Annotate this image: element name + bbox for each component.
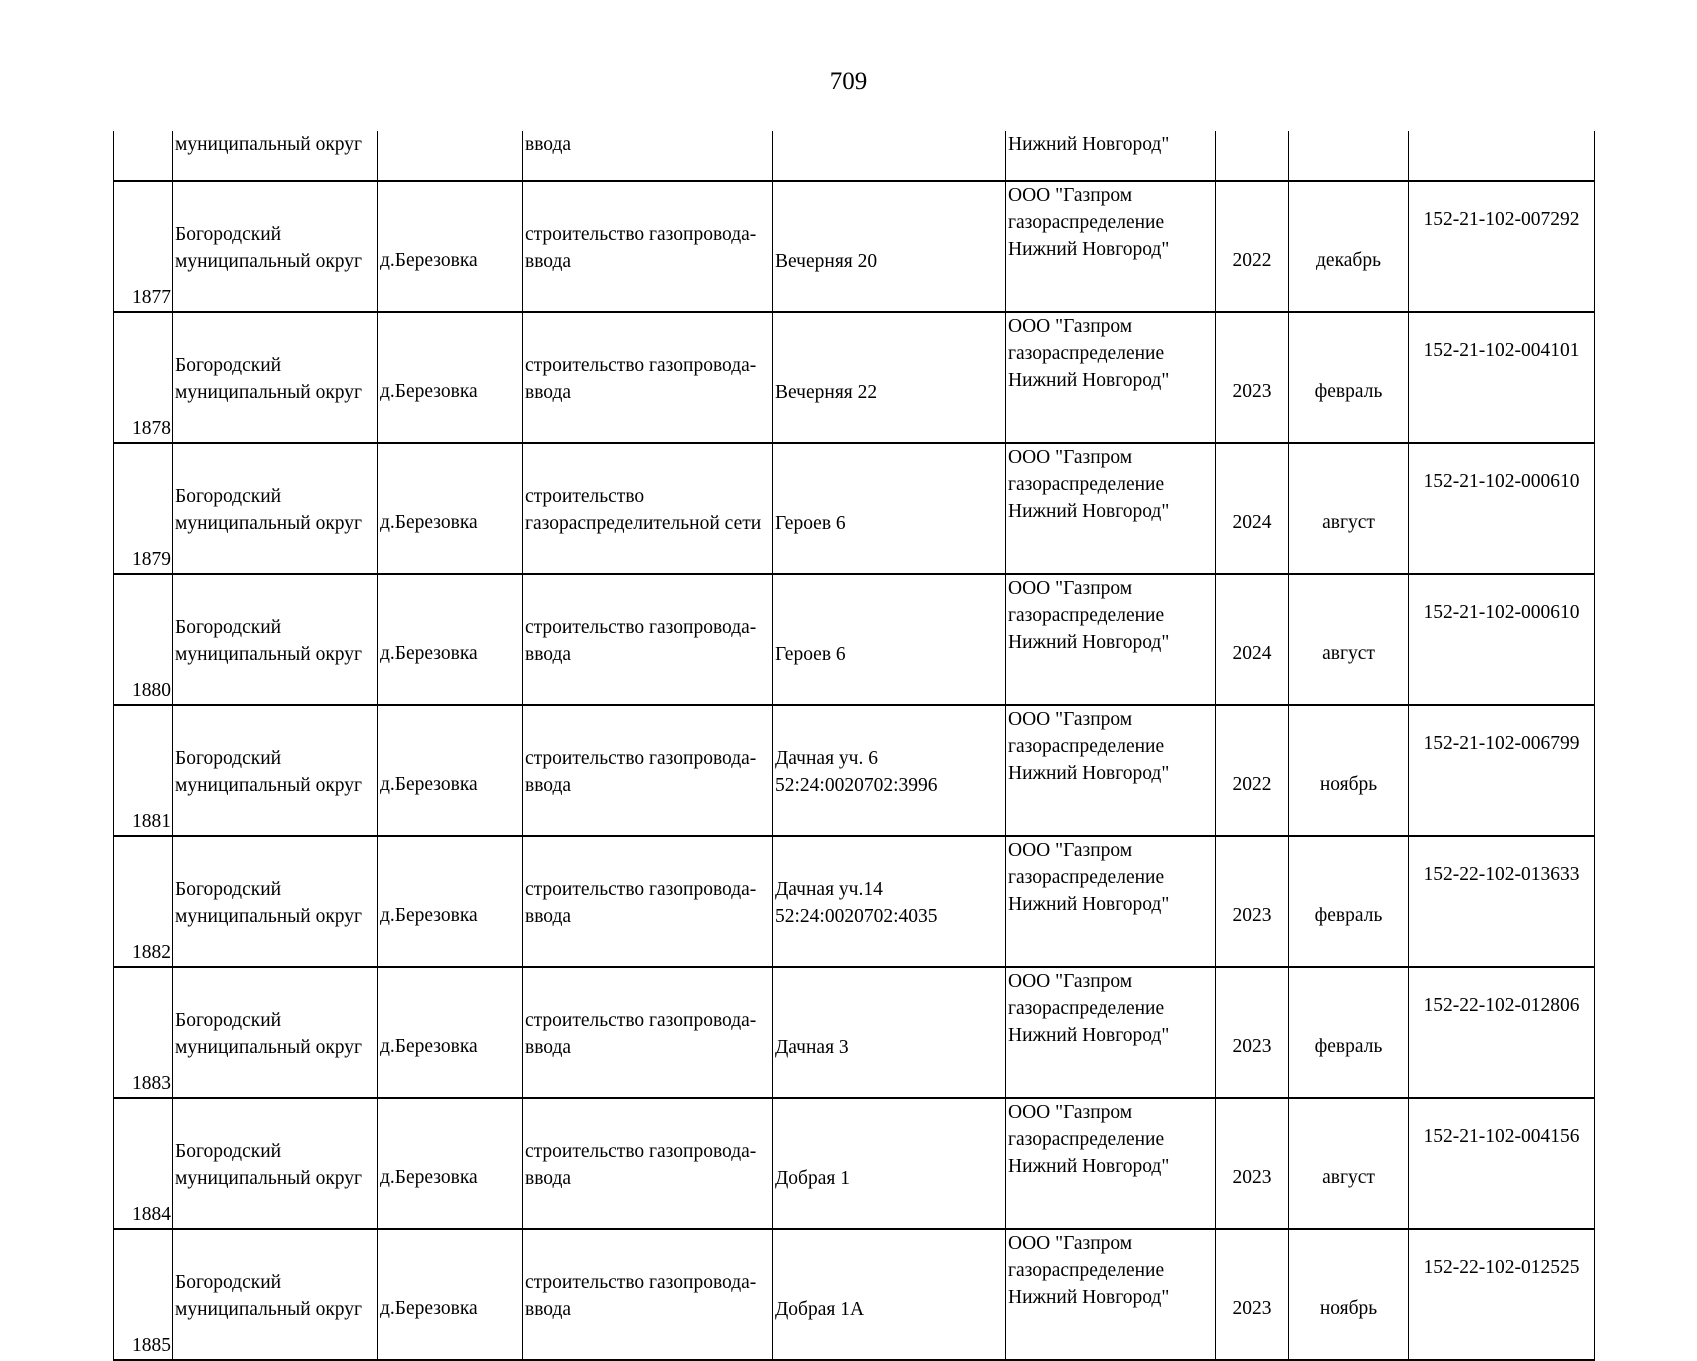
organization-line-1: ООО "Газпром [1008, 1233, 1133, 1254]
organization-line-3: Нижний Новгород" [1008, 1156, 1170, 1177]
work-type-cell [523, 1098, 773, 1229]
row-number-cell: 1878 [114, 312, 173, 443]
district-line-1: Богородский [175, 616, 282, 638]
organization-cell [1006, 443, 1216, 574]
work-type-cell [523, 836, 773, 967]
organization-line-3: Нижний Новгород" [1008, 1025, 1170, 1046]
organization-line-3: Нижний Новгород" [1008, 370, 1170, 391]
settlement-cell [378, 131, 523, 181]
settlement-cell: д.Березовка [378, 836, 523, 967]
year-cell [1216, 131, 1289, 181]
month-cell: февраль [1289, 312, 1409, 443]
organization-line-1: ООО "Газпром [1008, 709, 1133, 730]
address-line-1 [775, 1138, 1005, 1165]
address-line-1 [775, 352, 1005, 379]
month-cell: ноябрь [1289, 1229, 1409, 1360]
table-row [114, 181, 1595, 312]
year-cell: 2023 [1216, 967, 1289, 1098]
work-type-cell [523, 1229, 773, 1360]
work-type-line-1: строительство газопровода- [525, 1009, 757, 1031]
code-cell [1409, 131, 1595, 181]
month-cell [1289, 131, 1409, 181]
address-cell [773, 967, 1006, 1098]
table-row [114, 705, 1595, 836]
row-number-cell: 1881 [114, 705, 173, 836]
address-line-1: Дачная уч.14 [775, 878, 883, 900]
district-cell [173, 836, 378, 967]
organization-line-2: газораспределение [1008, 1260, 1165, 1281]
settlement-cell: д.Березовка [378, 181, 523, 312]
address-cell [773, 705, 1006, 836]
organization-line-3: Нижний Новгород" [1008, 894, 1170, 915]
work-type-line-1: строительство [525, 485, 645, 507]
organization-line-3: Нижний Новгород" [1008, 632, 1170, 653]
code-cell: 152-21-102-006799 [1409, 705, 1595, 836]
code-cell: 152-21-102-000610 [1409, 574, 1595, 705]
work-type-line-2: ввода [525, 1298, 572, 1320]
work-type-line-2: ввода [525, 1167, 572, 1189]
address-line-2: Дачная 3 [775, 1036, 849, 1058]
address-line-1 [775, 1007, 1005, 1034]
table-row [114, 967, 1595, 1098]
organization-cell [1006, 836, 1216, 967]
organization-line-2: газораспределение [1008, 867, 1165, 888]
address-line-1 [775, 614, 1005, 641]
year-cell: 2022 [1216, 705, 1289, 836]
district-line-1: Богородский [175, 223, 282, 245]
address-line-2: Добрая 1 [775, 1167, 850, 1189]
district-cell [173, 967, 378, 1098]
settlement-cell: д.Березовка [378, 574, 523, 705]
month-cell: февраль [1289, 967, 1409, 1098]
code-cell: 152-21-102-000610 [1409, 443, 1595, 574]
year-cell: 2022 [1216, 181, 1289, 312]
work-type-line-2: ввода [525, 905, 572, 927]
organization-cell [1006, 181, 1216, 312]
work-type-cell [523, 574, 773, 705]
address-line-2: 52:24:0020702:4035 [775, 905, 938, 927]
organization-line-3: Нижний Новгород" [1008, 501, 1170, 522]
organization-line-2: газораспределение [1008, 1129, 1165, 1150]
district-cell [173, 312, 378, 443]
district-line-2: муниципальный округ [175, 1167, 363, 1189]
row-number-cell: 1884 [114, 1098, 173, 1229]
work-type-line-2: ввода [525, 774, 572, 796]
organization-line-3: Нижний Новгород" [1008, 239, 1170, 260]
organization-cell [1006, 312, 1216, 443]
month-cell: ноябрь [1289, 705, 1409, 836]
work-type-cell [523, 705, 773, 836]
district-line-2: муниципальный округ [175, 905, 363, 927]
table-row [114, 1098, 1595, 1229]
organization-cell [1006, 967, 1216, 1098]
work-type-cell: ввода [523, 131, 773, 181]
year-cell: 2024 [1216, 443, 1289, 574]
organization-line-1: ООО "Газпром [1008, 578, 1133, 599]
district-line-1: Богородский [175, 354, 282, 376]
code-cell: 152-22-102-013633 [1409, 836, 1595, 967]
table-row [114, 1229, 1595, 1360]
address-cell [773, 443, 1006, 574]
address-line-1: Дачная уч. 6 [775, 747, 878, 769]
district-line-1: Богородский [175, 878, 282, 900]
address-line-1 [775, 1269, 1005, 1296]
district-cell [173, 705, 378, 836]
district-line-2: муниципальный округ [175, 774, 363, 796]
address-line-2: Героев 6 [775, 643, 846, 665]
district-line-2: муниципальный округ [175, 512, 363, 534]
continuation-row [114, 131, 1595, 181]
organization-line-2: газораспределение [1008, 212, 1165, 233]
page-number: 709 [829, 68, 868, 95]
month-cell: август [1289, 443, 1409, 574]
district-line-2: муниципальный округ [175, 643, 363, 665]
month-cell: февраль [1289, 836, 1409, 967]
organization-line-2: газораспределение [1008, 998, 1165, 1019]
work-type-line-2: ввода [525, 643, 572, 665]
organization-line-1: ООО "Газпром [1008, 1102, 1133, 1123]
organization-line-1: ООО "Газпром [1008, 185, 1133, 206]
row-number-cell: 1877 [114, 181, 173, 312]
address-cell [773, 574, 1006, 705]
work-type-line-2: ввода [525, 1036, 572, 1058]
table-row [114, 574, 1595, 705]
district-line-1: Богородский [175, 747, 282, 769]
district-line-2: муниципальный округ [175, 381, 363, 403]
work-type-cell [523, 181, 773, 312]
month-cell: август [1289, 1098, 1409, 1229]
work-type-line-2: ввода [525, 250, 572, 272]
district-line-2: муниципальный округ [175, 250, 363, 272]
organization-cell: Нижний Новгород" [1006, 131, 1216, 181]
month-cell: декабрь [1289, 181, 1409, 312]
settlement-cell: д.Березовка [378, 312, 523, 443]
district-cell [173, 574, 378, 705]
organization-line-3: Нижний Новгород" [1008, 1287, 1170, 1308]
settlement-cell: д.Березовка [378, 1098, 523, 1229]
code-cell: 152-21-102-004101 [1409, 312, 1595, 443]
district-cell [173, 1229, 378, 1360]
address-cell [773, 1229, 1006, 1360]
work-type-line-2: ввода [525, 381, 572, 403]
organization-cell [1006, 1098, 1216, 1229]
month-cell: август [1289, 574, 1409, 705]
district-line-1: Богородский [175, 1140, 282, 1162]
work-type-line-1: строительство газопровода- [525, 1271, 757, 1293]
table-row [114, 312, 1595, 443]
address-cell [773, 312, 1006, 443]
district-cell: муниципальный округ [173, 131, 378, 181]
organization-line-2: газораспределение [1008, 736, 1165, 757]
district-cell [173, 443, 378, 574]
settlement-cell: д.Березовка [378, 705, 523, 836]
district-line-2: муниципальный округ [175, 1298, 363, 1320]
row-number-cell: 1880 [114, 574, 173, 705]
organization-line-1: ООО "Газпром [1008, 447, 1133, 468]
settlement-cell: д.Березовка [378, 967, 523, 1098]
row-number-cell: 1885 [114, 1229, 173, 1360]
address-cell [773, 836, 1006, 967]
year-cell: 2023 [1216, 836, 1289, 967]
address-line-2: 52:24:0020702:3996 [775, 774, 938, 796]
row-number-cell: 1882 [114, 836, 173, 967]
work-type-line-1: строительство газопровода- [525, 1140, 757, 1162]
organization-line-2: газораспределение [1008, 474, 1165, 495]
work-type-line-1: строительство газопровода- [525, 616, 757, 638]
year-cell: 2023 [1216, 1229, 1289, 1360]
organization-line-1: ООО "Газпром [1008, 316, 1133, 337]
work-type-line-1: строительство газопровода- [525, 878, 757, 900]
table-row [114, 443, 1595, 574]
registry-table [113, 131, 1595, 1361]
year-cell: 2023 [1216, 312, 1289, 443]
district-line-1: Богородский [175, 1009, 282, 1031]
code-cell: 152-21-102-007292 [1409, 181, 1595, 312]
row-number-cell [114, 131, 173, 181]
address-cell [773, 1098, 1006, 1229]
district-line-1: Богородский [175, 485, 282, 507]
district-cell [173, 1098, 378, 1229]
address-line-2: Добрая 1А [775, 1298, 865, 1320]
district-cell [173, 181, 378, 312]
address-line-1 [775, 221, 1005, 248]
settlement-cell: д.Березовка [378, 1229, 523, 1360]
year-cell: 2023 [1216, 1098, 1289, 1229]
code-cell: 152-22-102-012806 [1409, 967, 1595, 1098]
work-type-line-2: газораспределительной сети [525, 512, 762, 534]
address-line-1 [775, 483, 1005, 510]
organization-line-2: газораспределение [1008, 605, 1165, 626]
work-type-cell [523, 443, 773, 574]
row-number-cell: 1879 [114, 443, 173, 574]
address-line-2: Вечерняя 22 [775, 381, 878, 403]
code-cell: 152-22-102-012525 [1409, 1229, 1595, 1360]
code-cell: 152-21-102-004156 [1409, 1098, 1595, 1229]
work-type-line-1: строительство газопровода- [525, 354, 757, 376]
address-cell [773, 181, 1006, 312]
work-type-cell [523, 967, 773, 1098]
district-line-2: муниципальный округ [175, 1036, 363, 1058]
settlement-cell: д.Березовка [378, 443, 523, 574]
address-line-2: Героев 6 [775, 512, 846, 534]
organization-line-1: ООО "Газпром [1008, 840, 1133, 861]
address-line-2: Вечерняя 20 [775, 250, 878, 272]
organization-line-1: ООО "Газпром [1008, 971, 1133, 992]
year-cell: 2024 [1216, 574, 1289, 705]
row-number-cell: 1883 [114, 967, 173, 1098]
organization-cell [1006, 574, 1216, 705]
organization-line-3: Нижний Новгород" [1008, 763, 1170, 784]
work-type-line-1: строительство газопровода- [525, 747, 757, 769]
organization-cell [1006, 1229, 1216, 1360]
district-line-1: Богородский [175, 1271, 282, 1293]
work-type-line-1: строительство газопровода- [525, 223, 757, 245]
organization-cell [1006, 705, 1216, 836]
organization-line-2: газораспределение [1008, 343, 1165, 364]
address-cell [773, 131, 1006, 181]
table-row [114, 836, 1595, 967]
work-type-cell [523, 312, 773, 443]
